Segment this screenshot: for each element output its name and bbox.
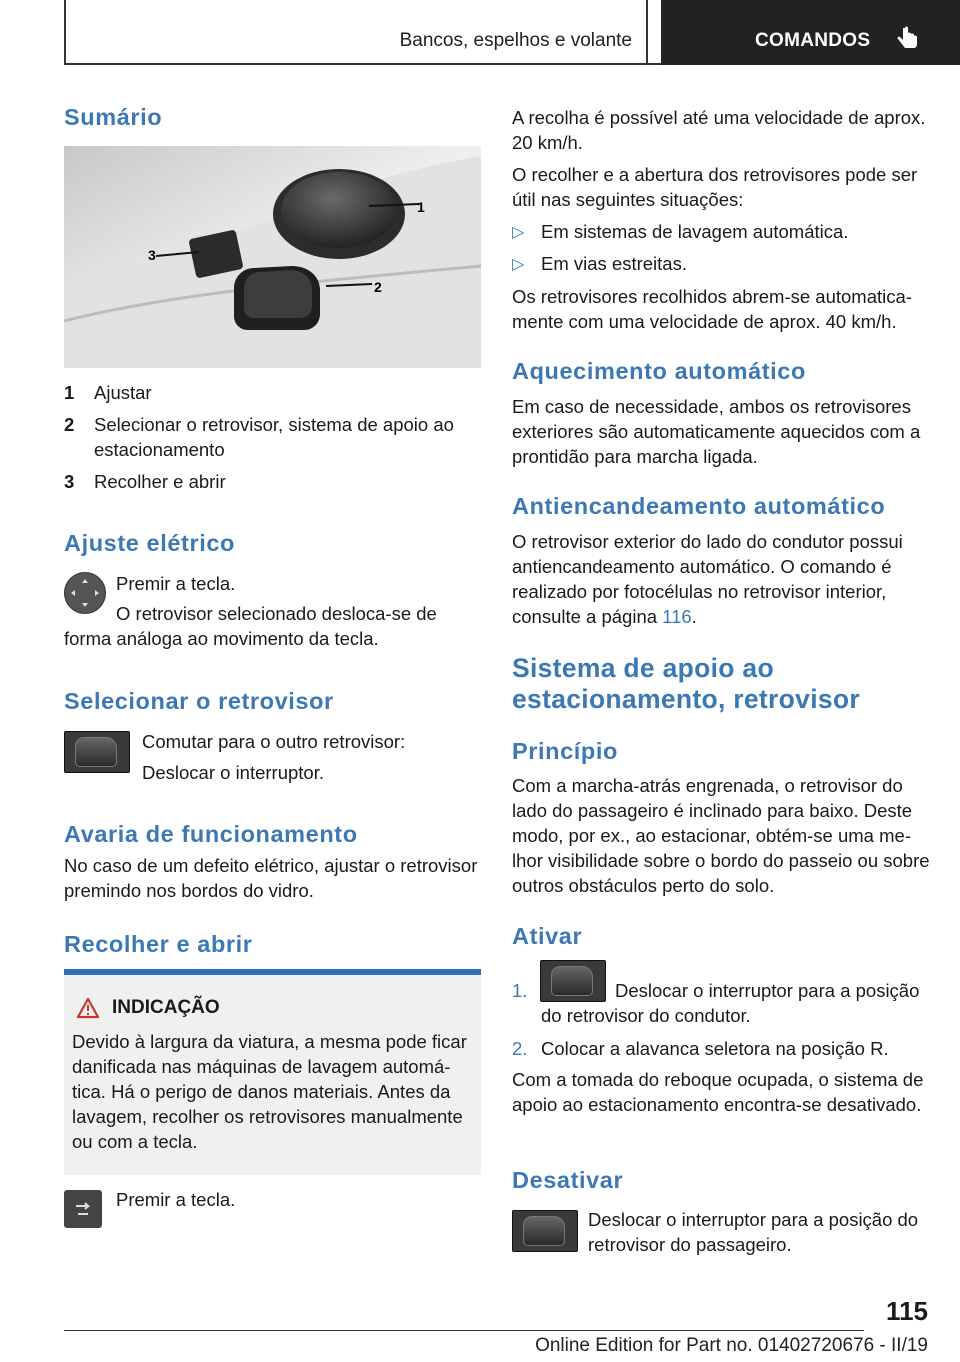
ajuste-paragraph-2: O retrovisor selecionado desloca-se de forma análoga ao movimento da tecla. bbox=[64, 603, 437, 649]
avaria-title: Avaria de funcionamento bbox=[64, 821, 358, 847]
right-paragraph-1: A recolha é possível até uma velocidade de aprox. 20 km/h. bbox=[512, 107, 926, 153]
legend-num-2: 2 bbox=[64, 414, 75, 435]
page-link-116[interactable]: 116 bbox=[662, 606, 692, 627]
bullet-item-1: Em sistemas de lavagem automática. bbox=[541, 221, 849, 242]
antienc-title: Antiencandeamento automático bbox=[512, 493, 886, 519]
notice-title: INDICAÇÃO bbox=[112, 997, 220, 1018]
pointing-hand-icon bbox=[895, 26, 919, 54]
header-section-tab bbox=[64, 0, 648, 63]
recolher-paragraph: Premir a tecla. bbox=[116, 1189, 236, 1210]
notice-box bbox=[64, 975, 481, 1175]
ajuste-paragraph-1: Premir a tecla. bbox=[116, 573, 236, 594]
principio-title: Princípio bbox=[512, 738, 618, 764]
legend-num-1: 1 bbox=[64, 382, 75, 403]
mirror-fold-button-icon bbox=[64, 1190, 102, 1228]
reboque-paragraph: Com a tomada do reboque ocupada, o sistema de apoio ao estacionamento encontra-se desativado. bbox=[512, 1069, 924, 1115]
step-text-2: Colocar a alavanca seletora na posição R. bbox=[541, 1038, 889, 1059]
summary-title: Sumário bbox=[64, 104, 163, 130]
mirror-control-photo bbox=[64, 146, 481, 368]
mirror-switch-icon bbox=[64, 731, 130, 773]
selecionar-title: Selecionar o retrovisor bbox=[64, 688, 334, 714]
legend-text-1: Ajustar bbox=[94, 382, 152, 403]
bullet-marker: ▷ bbox=[512, 224, 525, 241]
bullet-marker: ▷ bbox=[512, 256, 525, 273]
header-chapter-title: COMANDOS bbox=[755, 30, 871, 51]
photo-label-1: 1 bbox=[417, 199, 425, 215]
photo-label-3: 3 bbox=[148, 247, 156, 263]
photo-label-2: 2 bbox=[374, 279, 382, 295]
mirror-switch-icon bbox=[512, 1210, 578, 1252]
bullet-item-2: Em vias estreitas. bbox=[541, 253, 687, 274]
desativar-paragraph: Deslocar o interruptor para a posição do retrovisor do passageiro. bbox=[588, 1209, 919, 1255]
footer-edition: Online Edition for Part no. 01402720676 - II/19 bbox=[535, 1335, 928, 1356]
selecionar-paragraph-2: Deslocar o interruptor. bbox=[142, 762, 325, 783]
header-chapter-tab bbox=[661, 0, 960, 65]
sistema-title: Sistema de apoio ao estacionamento, retrovisor bbox=[512, 653, 860, 714]
avaria-paragraph: No caso de um defeito elétrico, ajustar o retrovisor premindo nos bordos do vidro. bbox=[64, 855, 478, 901]
step-num-1: 1. bbox=[512, 980, 528, 1001]
legend-text-2: Selecionar o retrovisor, sistema de apoio ao estacionamento bbox=[94, 414, 454, 460]
antienc-text: O retrovisor exterior do lado do condutor possui antiencandeamento automático. O comando é realizado por fotocélulas no retrovisor interior, consulte a página bbox=[512, 531, 903, 627]
right-paragraph-3: Os retrovisores recolhidos abrem-se automaticamente com uma velocidade de aprox. 40 km/h. bbox=[512, 286, 912, 332]
antienc-paragraph bbox=[512, 529, 932, 629]
warning-triangle-icon bbox=[76, 997, 100, 1019]
antienc-end: . bbox=[691, 606, 697, 627]
page-number: 115 bbox=[886, 1296, 928, 1326]
principio-paragraph: Com a marcha-atrás engrenada, o retrovisor do lado do passageiro é inclinado para baixo. Deste modo, por ex., ao estacionar, obtém-se uma melhor visibilidade sobre o bordo do passeio ou sobre outros obstáculos perto do solo. bbox=[512, 775, 930, 896]
step-text-1: Deslocar o interruptor para a posição do retrovisor do condutor. bbox=[541, 980, 920, 1026]
ajuste-title: Ajuste elétrico bbox=[64, 530, 235, 556]
legend-num-3: 3 bbox=[64, 471, 75, 492]
selecionar-paragraph-1: Comutar para o outro retrovisor: bbox=[142, 731, 406, 752]
recolher-title: Recolher e abrir bbox=[64, 931, 253, 957]
legend-text-3: Recolher e abrir bbox=[94, 471, 226, 492]
notice-text: Devido à largura da viatura, a mesma pode ficar danificada nas máquinas de lavagem automática. Há o perigo de danos materiais. Antes da lavagem, recolher os retrovisores manualmente ou com a tecla. bbox=[72, 1031, 467, 1152]
step-num-2: 2. bbox=[512, 1038, 528, 1059]
desativar-title: Desativar bbox=[512, 1167, 624, 1193]
aquecimento-paragraph: Em caso de necessidade, ambos os retrovisores exteriores são automaticamente aquecidos com a prontidão para marcha ligada. bbox=[512, 396, 921, 467]
header-section-title: Bancos, espelhos e volante bbox=[399, 30, 632, 51]
aquecimento-title: Aquecimento automático bbox=[512, 358, 806, 384]
right-paragraph-2: O recolher e a abertura dos retrovisores pode ser útil nas seguintes situações: bbox=[512, 164, 918, 210]
footer-rule bbox=[64, 1330, 864, 1331]
ativar-title: Ativar bbox=[512, 923, 583, 949]
